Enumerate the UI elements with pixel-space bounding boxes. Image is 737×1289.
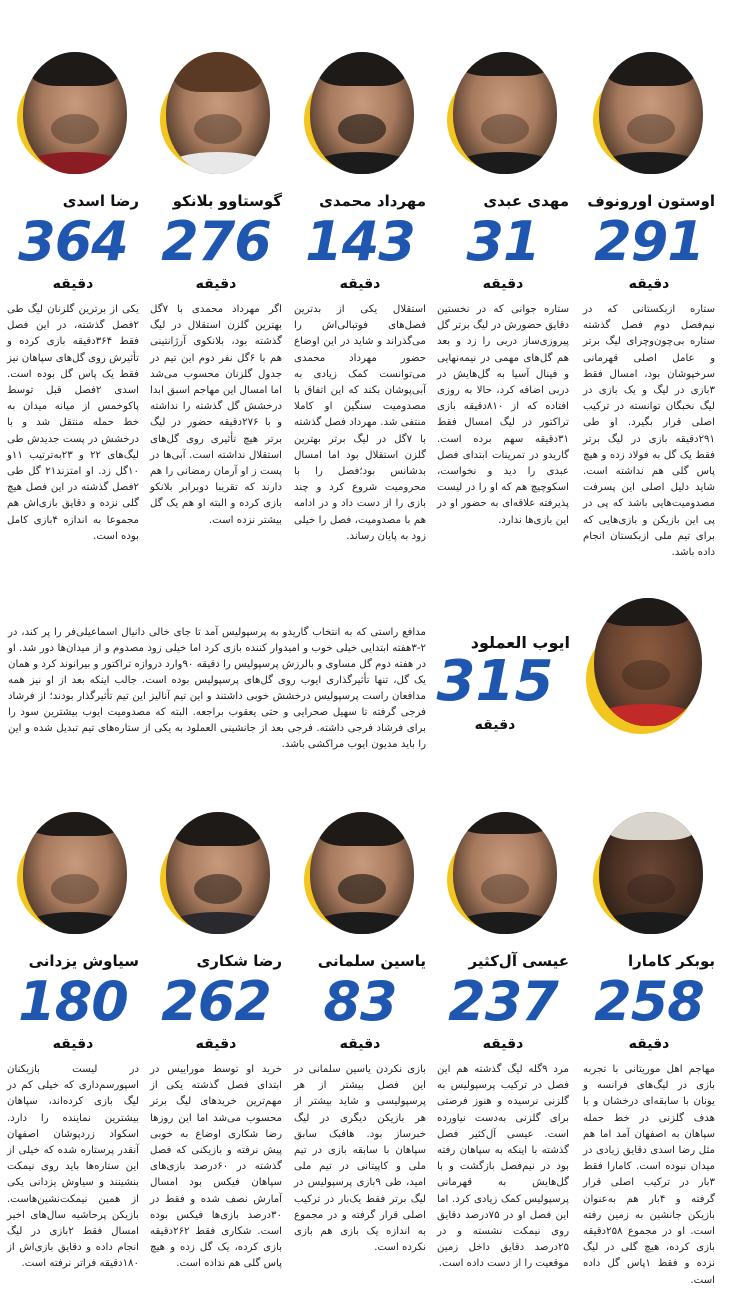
player-description: در لیست بازیکنان اسپورسم‌داری که خیلی کم در لیگ بازی کرده‌اند، سپاهان بیشترین نماینده را دارد. اسکواد زردپوشان اصفهان آنقدر پرستاره شده که خیلی از این ستاره‌ها باید روی نیمکت بنشینند و سیاوش یزدانی یکی از همین نیمکت‌نشین‌هاست. بازیکن پرحاشیه سال‌های اخیر امسال فقط ۲بازی در لیگ انجام داده و دقایق بازی‌اش از ۱۸۰دقیقه فراتر نرفته است. (7, 1064, 139, 1270)
player-card (3, 780, 143, 1280)
player-name: بوبکر کامارا (628, 952, 715, 970)
player-name: عیسی آل‌کثیر (468, 952, 569, 970)
minutes-value: 364 (18, 210, 128, 273)
player-card (290, 780, 430, 1280)
player-name: گوستاوو بلانکو (172, 192, 282, 210)
player-card (433, 0, 573, 570)
minutes-value: 180 (18, 970, 128, 1033)
minutes-unit: دقیقه (628, 1036, 670, 1052)
minutes-value: 31 (466, 210, 540, 273)
player-name: رضا شکاری (196, 952, 282, 970)
avatar (310, 812, 414, 934)
player-description: ستاره ازبکستانی که در نیم‌فصل دوم فصل گذشته ستاره بی‌چون‌وچرای لیگ برتر و عامل اصلی قهرمانی سرخپوشان بود، امسال فقط ۳بازی در لیگ و یک بازی در لیگ نخبگان توانسته در ترکیب اصلی قرار بگیرد. او طی ۲۹۱دقیقه بازی در لیگ برتر فقط یک گل به فولاد زده و هیچ پاس گلی هم نداشته است. شاید دلیل اصلی این پسرفت مصدومیت‌هایی باشد که پی در پی این بازیکن و بازی‌هایی که برای تیم ملی ازبکستان انجام داده باشد. (583, 304, 715, 559)
minutes-value: 262 (161, 970, 271, 1033)
row-bottom (0, 780, 737, 1286)
player-photo (298, 30, 426, 180)
minutes-unit: دقیقه (339, 276, 381, 292)
minutes-unit: دقیقه (195, 1036, 237, 1052)
avatar (166, 812, 270, 934)
minutes-unit: دقیقه (482, 276, 524, 292)
minutes-value: 237 (448, 970, 558, 1033)
minutes-value: 291 (594, 210, 704, 273)
player-description: مدافع راستی که به انتخاب گاریدو به پرسپولیس آمد تا جای خالی دانیال اسماعیلی‌فر را پر کند، در ۲-۳هفته ابتدایی خیلی خوب و امیدوار کننده بازی کرد اما خیلی زود مصدوم و از میدان‌ها دور شد. او در هفته دوم گل مساوی و بالرزش پرسپولیس را دقیقه ۹۰وارد دروازه تراکتور و بیرانوند کرد و همان یک گل، تنها تأثیرگذاری ایوب روی گل‌های پرسپولیس بوده است. جالب اینکه بعد از او نیز همه مدافعان راست پرسپولیس درخشش خوبی داشتند و این تیم آنالیز این تیم تأثیرگذار بودند؛ از فرشاد فرجی گرفته تا سهیل صحرایی و حتی یعقوب براجعه. البته که مصدومیت ایوب بیشترین سود را برای فرشاد فرجی داشته. فرجی بعد از جانشینی العملود به یکی از ستاره‌های تیم تبدیل شده و این را باید مدیون ایوب مراکشی باشد. (8, 627, 426, 750)
player-name: مهدی عبدی (483, 192, 569, 210)
player-description: اگر مهرداد محمدی با ۷گل بهترین گلزن استقلال در لیگ گذشته بود، بلانکوی آرژانتینی هم با ۶گل نفر دوم این تیم در جدول گلزنان محسوب می‌شد اما امسال این مهاجم اسبق ابدا درخشش گل گذشته را نداشته و با ۲۷۶دقیقه حضور در لیگ برتر هیچ تأثیری روی گل‌های استقلال نداشته است. آبی‌ها در پست ز او آرمان رمضانی را هم دارند که تقریبا دوبرابر بلانکو بازی کرده و البته او هم یک گل بیشتر نزده است. (150, 304, 282, 526)
player-name: اوستون اورونوف (587, 192, 715, 210)
player-card (433, 780, 573, 1280)
featured-player (0, 575, 737, 775)
player-photo (11, 790, 139, 940)
player-card (579, 0, 719, 570)
avatar (453, 52, 557, 174)
player-photo (154, 790, 282, 940)
player-description: مرد ۹گله لیگ گذشته هم این فصل در ترکیب پرسپولیس به گلزنی نرسیده و هنوز فرصتی برای گلزنی به‌دست نیاورده است. عیسی آل‌کثیر فصل گذشته با اینکه به سپاهان رفته بود در نیم‌فصل بازگشت و با گل‌هایش به قهرمانی پرسپولیس کمک زیادی کرد. اما این فصل او در ۷۵درصد دقایق روی نیمکت نشسته و در ۲۵درصد دقایق داخل زمین موقعیت را از دست داده است. (437, 1064, 569, 1270)
player-name: سیاوش یزدانی (28, 952, 139, 970)
minutes-unit: دقیقه (474, 717, 516, 733)
player-photo (441, 30, 569, 180)
minutes-value: 276 (161, 210, 271, 273)
player-description: مهاجم اهل موریتانی با تجربه بازی در لیگ‌های فرانسه و یونان با سابقه‌ای درخشان و با هدف گلزنی در خط حمله سپاهان به اصفهان آمد اما هم مثل رضا اسدی دقایق زیادی در میدان نبوده است. کامارا فقط ۳بار در ترکیب اصلی قرار گرفته و ۴بار هم به‌عنوان بازیکن جانشین به زمین رفته است. او در مجموع ۲۵۸دقیقه بازی کرده، هیچ گلی در لیگ نزده و فقط ۱پاس گل داده است. (583, 1064, 715, 1286)
player-name: یاسین سلمانی (317, 952, 426, 970)
player-photo (298, 790, 426, 940)
player-card (290, 0, 430, 570)
player-description: بازی نکردن یاسین سلمانی در این فصل بیشتر از هر پرسپولیسی و شاید بیشتر از هر بازیکن دیگری در لیگ خبرساز بود. هافبک سابق سپاهان با سابقه بازی در تیم ملی و کاپیتانی در تیم ملی امید، طی ۹بازی پرسپولیس در لیگ برتر فقط یک‌بار در ترکیب اصلی قرار گرفته و در مجموع به اندازه یک بازی هم بازی نکرده است. (294, 1064, 427, 1254)
player-card (3, 0, 143, 570)
player-card (579, 780, 719, 1286)
minutes-value: 83 (323, 970, 397, 1033)
minutes-unit: دقیقه (52, 276, 94, 292)
minutes-unit: دقیقه (339, 1036, 381, 1052)
avatar (310, 52, 414, 174)
player-photo (587, 790, 715, 940)
minutes-unit: دقیقه (195, 276, 237, 292)
minutes-value: 315 (436, 649, 554, 714)
avatar (166, 52, 270, 174)
player-name: ایوب العملود (470, 633, 570, 652)
avatar (23, 52, 127, 174)
player-photo (11, 30, 139, 180)
player-description: یکی از برترین گلزنان لیگ طی ۲فصل گذشته، در این فصل فقط ۳۶۴دقیقه بازی کرده و تأثیرش روی گل‌های سپاهان نیز فقط یک پاس گل بوده است. اسدی ۲فصل قبل توسط پاکوخمس از میانه میدان به خط حمله منتقل شد و با درخشش در پست جدیدش طی لیگ‌های ۲۲ و ۲۳به‌ترتیب ۱۱و ۱۰گل زد. او امتزند۲۱ گل طی ۲فصل گذشته در این فصل هیچ گلی نزده و دقایق بازی‌اش هم مجموعا به اندازه ۴بازی کامل بوده است. (7, 304, 139, 542)
minutes-unit: دقیقه (52, 1036, 94, 1052)
player-description: استقلال یکی از بدترین فصل‌های فوتبالی‌اش را می‌گذراند و شاید در این اوضاع حضور مهرداد محمدی می‌توانست کمک زیادی به آبی‌پوشان بکند که این اتفاق با مصدومیت سنگین او کاملا منتفی شد. مهرداد فصل گذشته با ۷گل در لیگ برتر بهترین گلزن استقلال بود اما امسال بدشانس بود؛فصل را با محرومیت شروع کرد و چند بازی را از دست داد و در ادامه هم با مصدومیت، فصل را خیلی زود به پایان رساند. (294, 304, 426, 542)
player-card (146, 780, 286, 1280)
avatar (453, 812, 557, 934)
player-photo (154, 30, 282, 180)
player-photo (580, 580, 720, 740)
avatar (594, 598, 702, 726)
avatar (599, 812, 703, 934)
minutes-unit: دقیقه (628, 276, 670, 292)
minutes-value: 143 (305, 210, 415, 273)
minutes-unit: دقیقه (482, 1036, 524, 1052)
player-name: مهرداد محمدی (319, 192, 426, 210)
minutes-value: 258 (594, 970, 704, 1033)
player-photo (587, 30, 715, 180)
avatar (23, 812, 127, 934)
player-photo (441, 790, 569, 940)
player-description: ستاره جوانی که در نخستین دقایق حضورش در لیگ برتر گل پیروزی‌ساز دربی را زد و بعد هم گل‌های مهمی در نیمه‌نهایی و فینال آسیا به گل‌هایش در دربی اضافه کرد، حالا به روزی افتاده که از ۸۱۰دقیقه بازی تراکتور در لیگ امسال فقط ۳۱دقیقه سهم برده است. گاریدو در تمرینات ابتدای فصل عبدی را دید و نخواست، اسکوچیچ هم که او را در لیست پذیرفته علاقه‌ای به حضور او در این بازی‌ها ندارد. (436, 304, 569, 526)
player-description: خرید او توسط موراییس در ابتدای فصل گذشته یکی از مهم‌ترین خریدهای لیگ برتر محسوب می‌شد اما این روزها رضا شکاری اوضاع به خوبی پیش نرفته و بازیکنی که فصل گذشته در ۶۰درصد بازی‌های سپاهان فیکس بود امسال آمارش نصف شده و فقط در ۳۰درصد بازی‌ها فیکس بوده است. شکاری فقط ۲۶۲دقیقه بازی کرده، یک گل زده و هیچ پاس گلی هم نداده است. (150, 1064, 282, 1270)
player-name: رضا اسدی (62, 192, 139, 210)
row-top (0, 0, 737, 570)
player-card (146, 0, 286, 570)
avatar (599, 52, 703, 174)
